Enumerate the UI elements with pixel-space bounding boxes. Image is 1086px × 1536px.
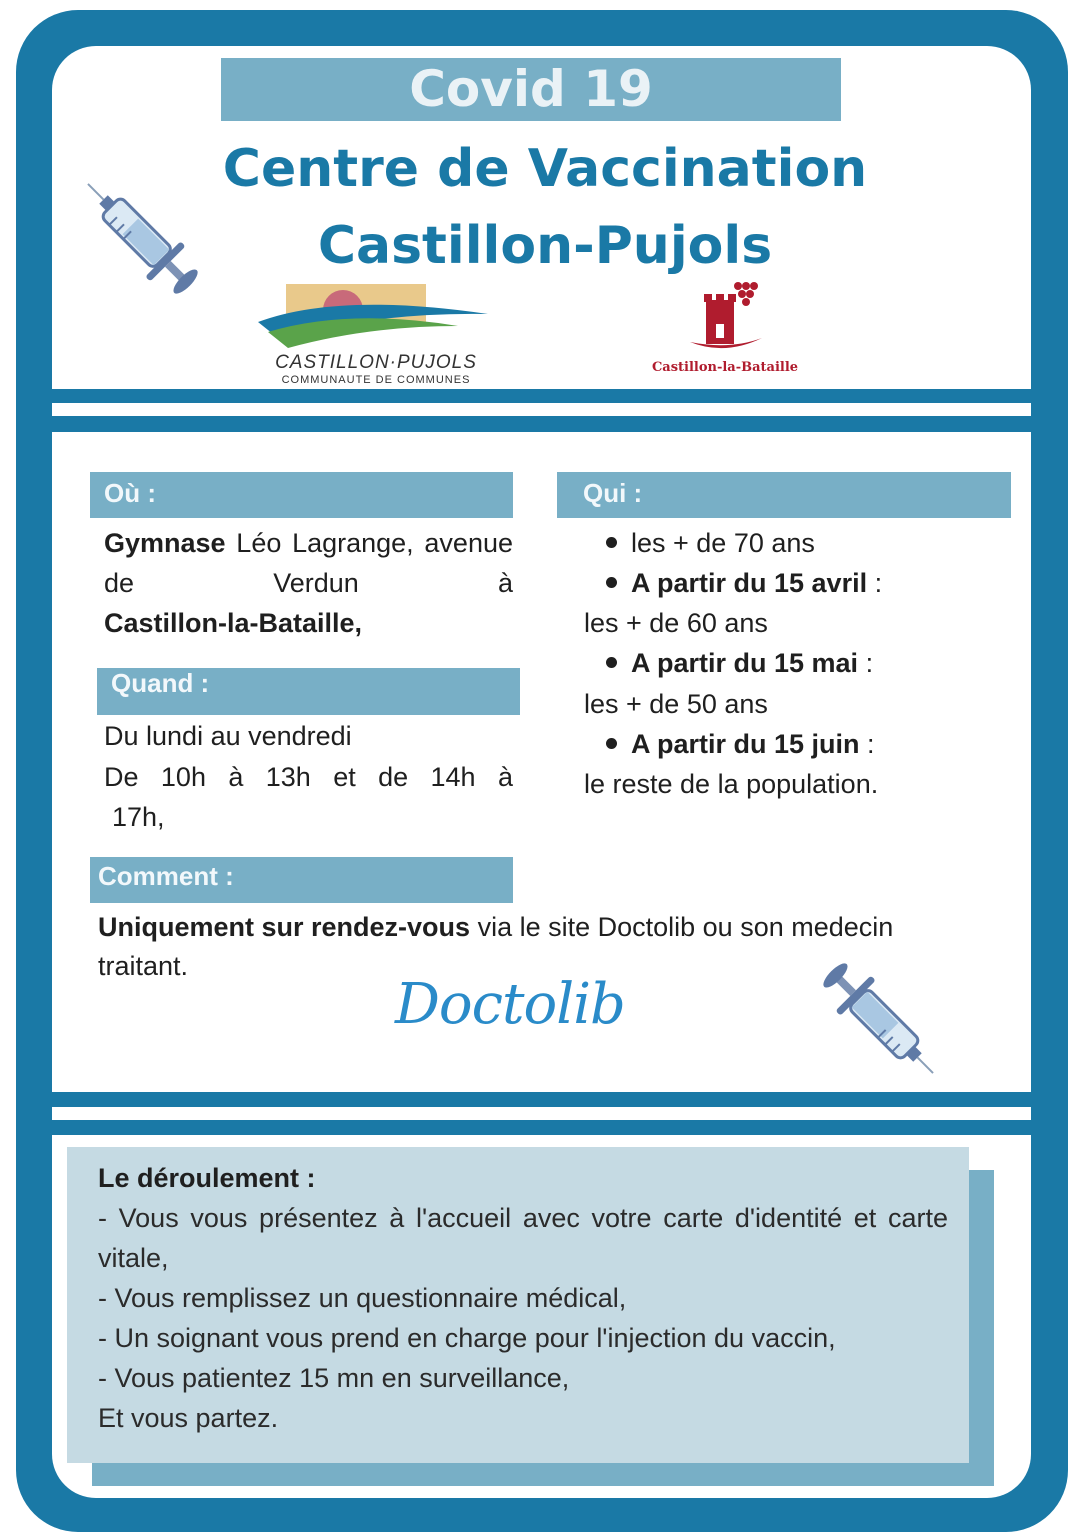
ou-city: Castillon-la-Bataille, (104, 608, 363, 638)
qui-heading: Qui : (557, 472, 1011, 518)
quand-hours: De 10h à 13h et de 14h à (104, 762, 513, 792)
qui-item: A partir du 15 juin : (606, 724, 875, 764)
qui-item: A partir du 15 avril : (606, 563, 882, 603)
deroulement-step: - Un soignant vous prend en charge pour l'injection du vaccin, (98, 1323, 836, 1353)
cb-name: Castillon-la-Bataille (651, 360, 799, 375)
ou-place-rest: Léo Lagrange, avenue de Verdun à (104, 528, 513, 598)
cc-sub: COMMUNAUTE DE COMMUNES (281, 374, 471, 386)
qui-item-detail: les + de 50 ans (584, 689, 768, 719)
divider-strip (52, 403, 1031, 416)
qui-item-detail: les + de 60 ans (584, 608, 768, 638)
deroulement-heading: Le déroulement : (98, 1163, 316, 1193)
ou-address (104, 523, 513, 603)
qui-item-detail: le reste de la population. (584, 769, 879, 799)
syringe-icon (66, 162, 216, 312)
castillon-la-bataille-logo (650, 280, 800, 380)
deroulement-text (98, 1158, 948, 1438)
castillon-pujols-logo (258, 282, 490, 390)
deroulement-step: - Vous patientez 15 mn en surveillance, (98, 1363, 570, 1393)
deroulement-step: - Vous remplissez un questionnaire médical, (98, 1283, 627, 1313)
page-subtitle: Castillon-Pujols (317, 216, 773, 276)
comment-heading: Comment : (90, 857, 513, 903)
qui-item: les + de 70 ans (606, 523, 815, 563)
divider-strip (52, 1107, 1031, 1120)
quand-days: Du lundi au vendredi (104, 721, 352, 751)
quand-heading: Quand : (97, 668, 520, 715)
cc-name: CASTILLON·PUJOLS (275, 352, 477, 373)
qui-item: A partir du 15 mai : (606, 643, 873, 683)
deroulement-step: - Vous vous présentez à l'accueil avec votre carte d'identité et carte vitale, (98, 1203, 948, 1273)
covid-title: Covid 19 (409, 60, 653, 118)
deroulement-step: Et vous partez. (98, 1403, 279, 1433)
doctolib-logo: Doctolib (395, 972, 625, 1037)
quand-hours-end: 17h, (112, 802, 165, 832)
page-title: Centre de Vaccination (222, 139, 868, 199)
ou-place-bold: Gymnase (104, 528, 226, 558)
ou-heading: Où : (90, 472, 513, 518)
comment-text: Uniquement sur rendez-vous via le site Doctolib ou son medecin traitant. (98, 912, 894, 981)
